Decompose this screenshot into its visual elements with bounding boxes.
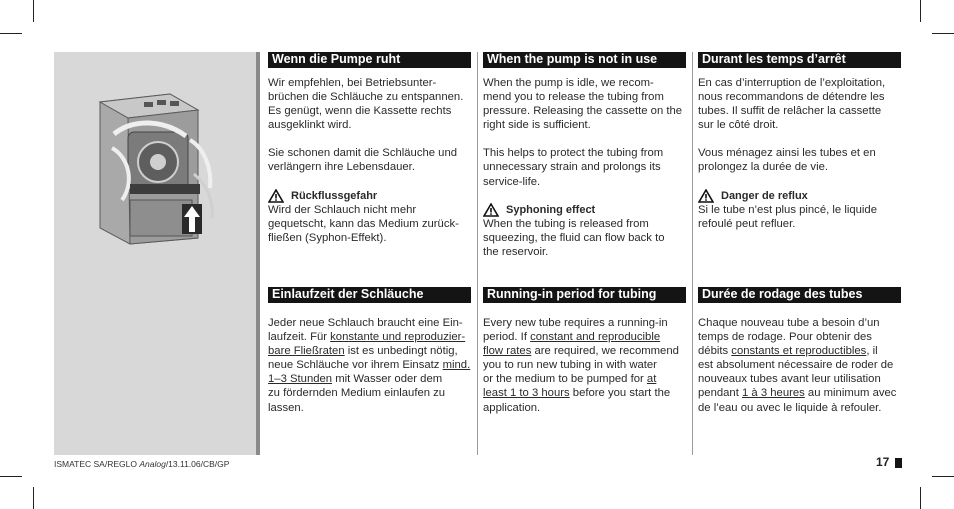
warning-triangle-icon — [268, 189, 284, 203]
heading-idle-en: When the pump is not in use — [483, 52, 686, 68]
paragraph-idle-en-2: This helps to protect the tubing from unnecessary strain and prolongs its service-life. — [483, 147, 664, 188]
section-runin-fr — [698, 287, 901, 415]
body-idle-de — [268, 76, 471, 245]
section-idle-en — [483, 52, 686, 259]
warning-text-fr: Si le tube n’est plus pincé, le liquide refoulé peut refluer. — [698, 203, 877, 230]
column-divider-2 — [692, 52, 693, 455]
page-number: 17 — [876, 455, 890, 469]
body-idle-en — [483, 76, 686, 259]
section-idle-de — [268, 52, 471, 245]
warning-title-de: Rückflussgefahr — [291, 189, 378, 202]
photo-panel-rule — [256, 52, 260, 455]
body-runin-de — [268, 316, 471, 415]
crop-mark-tr-h — [932, 33, 954, 34]
crop-mark-bl-h — [0, 476, 22, 477]
footer-brand: ISMATEC SA/REGLO — [54, 459, 140, 469]
paragraph-runin-en: Every new tube requires a running-in period. If constant and reproducible flow rates are required, we recommend you to run new tubing in with water or the medium to be pumped for at least 1 to 3 hours before you start the application. — [483, 317, 679, 414]
paragraph-idle-de-1: Wir empfehlen, bei Betriebsunter- brüchen die Schläuche zu entspannen. Es genügt, wenn die Kassette rechts ausgeklinkt wird. — [268, 77, 464, 132]
paragraph-idle-en-1: When the pump is idle, we recom- mend you to release the tubing from pressure. Releasing the cassette on the right side is sufficient. — [483, 77, 683, 132]
page-marker — [895, 458, 902, 468]
section-idle-fr — [698, 52, 901, 231]
warning-title-fr: Danger de reflux — [721, 189, 808, 202]
column-divider-1 — [477, 52, 478, 455]
footer-code: /13.11.06/CB/GP — [165, 459, 230, 469]
paragraph-idle-de-2: Sie schonen damit die Schläuche und verlängern ihre Lebensdauer. — [268, 147, 458, 174]
heading-runin-de: Einlaufzeit der Schläuche — [268, 287, 471, 303]
body-idle-fr — [698, 76, 901, 231]
paragraph-idle-fr-1: En cas d’interruption de l’exploitation, nous recommandons de détendre les tubes. Il suffit de relâcher la cassette sur le côté droit. — [698, 77, 886, 132]
warning-fr — [698, 189, 901, 203]
section-runin-en — [483, 287, 686, 415]
page-footer — [54, 459, 229, 469]
heading-idle-fr: Durant les temps d’arrêt — [698, 52, 901, 68]
crop-mark-br-v — [920, 487, 921, 509]
warning-text-de: Wird der Schlauch nicht mehr gequetscht, kann das Medium zurück- fließen (Syphon-Effekt). — [268, 203, 459, 244]
crop-mark-tl-v — [33, 0, 34, 22]
warning-de — [268, 189, 471, 203]
body-runin-fr — [698, 316, 901, 415]
footer-model: Analog — [139, 459, 166, 469]
heading-idle-de: Wenn die Pumpe ruht — [268, 52, 471, 68]
body-runin-en — [483, 316, 686, 415]
section-runin-de — [268, 287, 471, 415]
crop-mark-br-h — [932, 476, 954, 477]
warning-en — [483, 203, 686, 217]
warning-triangle-icon — [698, 189, 714, 203]
warning-triangle-icon — [483, 203, 499, 217]
warning-title-en: Syphoning effect — [506, 203, 596, 216]
pump-photo-panel — [54, 52, 256, 455]
crop-mark-tr-v — [920, 0, 921, 22]
paragraph-runin-de: Jeder neue Schlauch braucht eine Ein- laufzeit. Für konstante und reproduzier- bare Fließraten ist es unbedingt nötig, neue Schläuche vor ihrem Einsatz mind. 1–3 Stunden mit Wasser oder dem zu fördernden Medium einlaufen zu lassen. — [268, 317, 471, 414]
paragraph-runin-fr: Chaque nouveau tube a besoin d’un temps de rodage. Pour obtenir des débits constants et reproductibles, il est absolument nécessaire de roder de nouveaux tubes avant leur utilisation pendant 1 à 3 heures au minimum avec de l’eau ou avec le liquide à refouler. — [698, 317, 897, 414]
pump-illustration — [94, 88, 224, 248]
paragraph-idle-fr-2: Vous ménagez ainsi les tubes et en prolongez la durée de vie. — [698, 147, 876, 174]
warning-text-en: When the tubing is released from squeezing, the fluid can flow back to the reservoir. — [483, 217, 665, 258]
crop-mark-tl-h — [0, 33, 22, 34]
crop-mark-bl-v — [33, 487, 34, 509]
up-arrow-icon — [182, 204, 202, 234]
heading-runin-en: Running-in period for tubing — [483, 287, 686, 303]
heading-runin-fr: Durée de rodage des tubes — [698, 287, 901, 303]
